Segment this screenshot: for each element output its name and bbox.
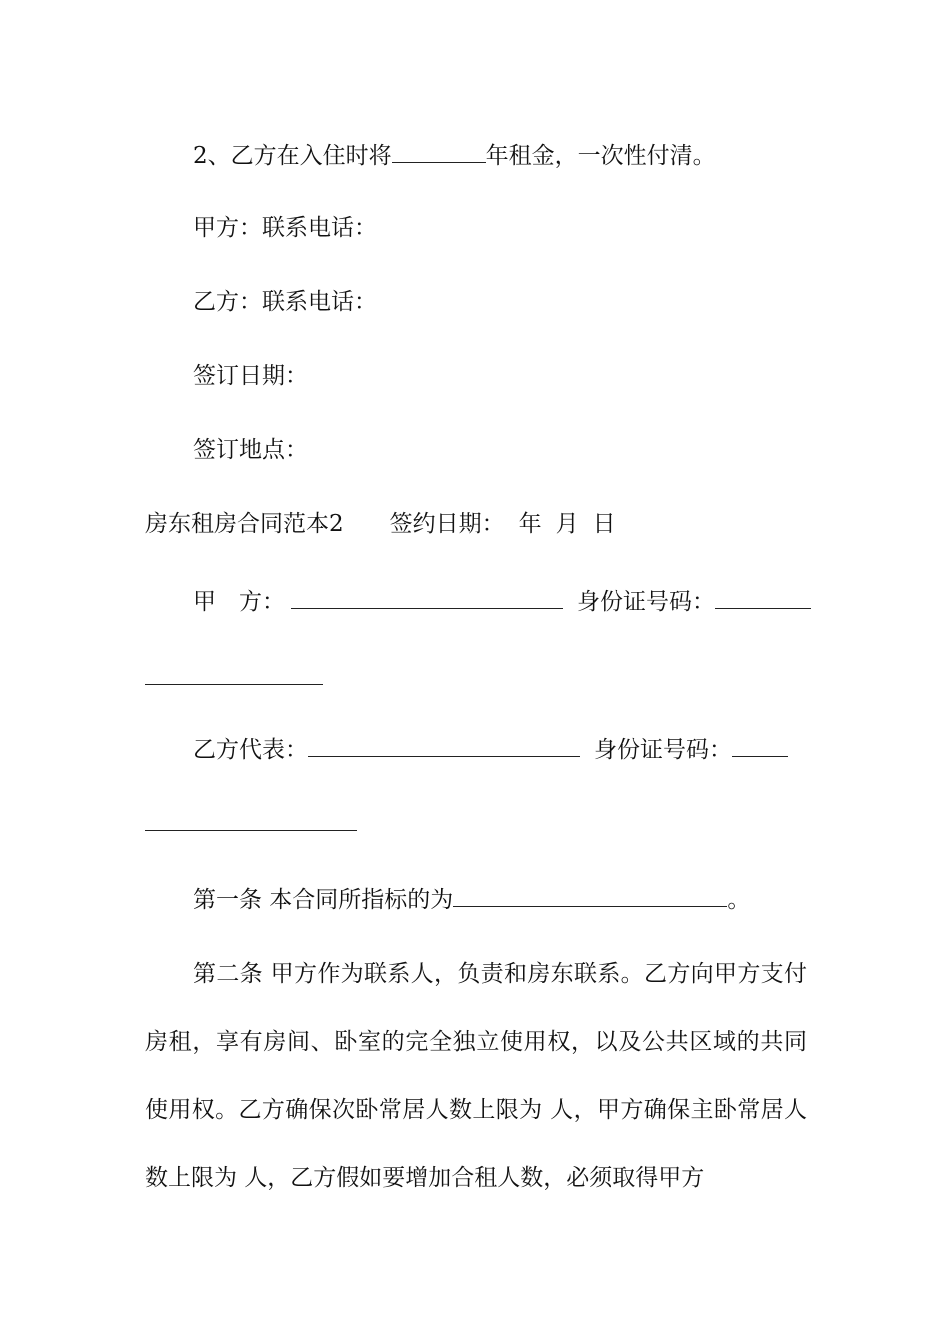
party-b-line bbox=[145, 732, 858, 766]
sign-date-year: 年 bbox=[518, 511, 542, 537]
payment-clause-prefix: 2、乙方在入住时将 bbox=[193, 143, 392, 169]
party-a-label: 甲 方： bbox=[193, 589, 285, 615]
years-blank[interactable] bbox=[392, 138, 486, 163]
article-1-text: 第一条 本合同所指标的为 bbox=[193, 887, 454, 913]
party-a-name-blank[interactable] bbox=[291, 584, 563, 609]
contract-title: 房东租房合同范本2 bbox=[145, 511, 344, 537]
payment-clause-line bbox=[145, 138, 858, 172]
subject-blank[interactable] bbox=[453, 882, 727, 907]
party-b-phone-line: 乙方：联系电话： bbox=[193, 289, 377, 315]
signing-date-line: 签订日期： bbox=[193, 363, 308, 389]
party-a-line bbox=[145, 584, 858, 618]
article-1-end: 。 bbox=[727, 887, 751, 913]
article-2-paragraph: 第二条 甲方作为联系人，负责和房东联系。乙方向甲方支付房租，享有房间、卧室的完全独立使用权，以及公共区域的共同使用权。乙方确保次卧常居人数上限为 人，甲方确保主卧常居人数上限为 人，乙方假如要增加合租人数，必须取得甲方 bbox=[145, 961, 807, 1191]
sign-date-day: 日 bbox=[592, 511, 616, 537]
party-b-id-label: 身份证号码： bbox=[594, 737, 732, 763]
party-a-id-label: 身份证号码： bbox=[577, 589, 715, 615]
article-1-line bbox=[145, 882, 858, 916]
party-b-id-blank[interactable] bbox=[732, 732, 788, 757]
party-b-id-continuation bbox=[145, 806, 810, 840]
sign-date-label: 签约日期： bbox=[389, 511, 505, 537]
sign-date-month: 月 bbox=[555, 511, 579, 537]
party-a-id-continuation bbox=[145, 660, 810, 694]
signing-place-line: 签订地点： bbox=[193, 437, 308, 463]
party-b-name-blank[interactable] bbox=[308, 732, 580, 757]
party-a-phone-line: 甲方：联系电话： bbox=[193, 215, 377, 241]
contract-title-line bbox=[145, 508, 810, 540]
party-a-id-blank-continued[interactable] bbox=[145, 660, 323, 685]
party-b-id-blank-continued[interactable] bbox=[145, 806, 357, 831]
party-a-id-blank[interactable] bbox=[715, 584, 811, 609]
payment-clause-suffix: 年租金，一次性付清。 bbox=[485, 143, 716, 169]
party-b-label: 乙方代表： bbox=[193, 737, 308, 763]
